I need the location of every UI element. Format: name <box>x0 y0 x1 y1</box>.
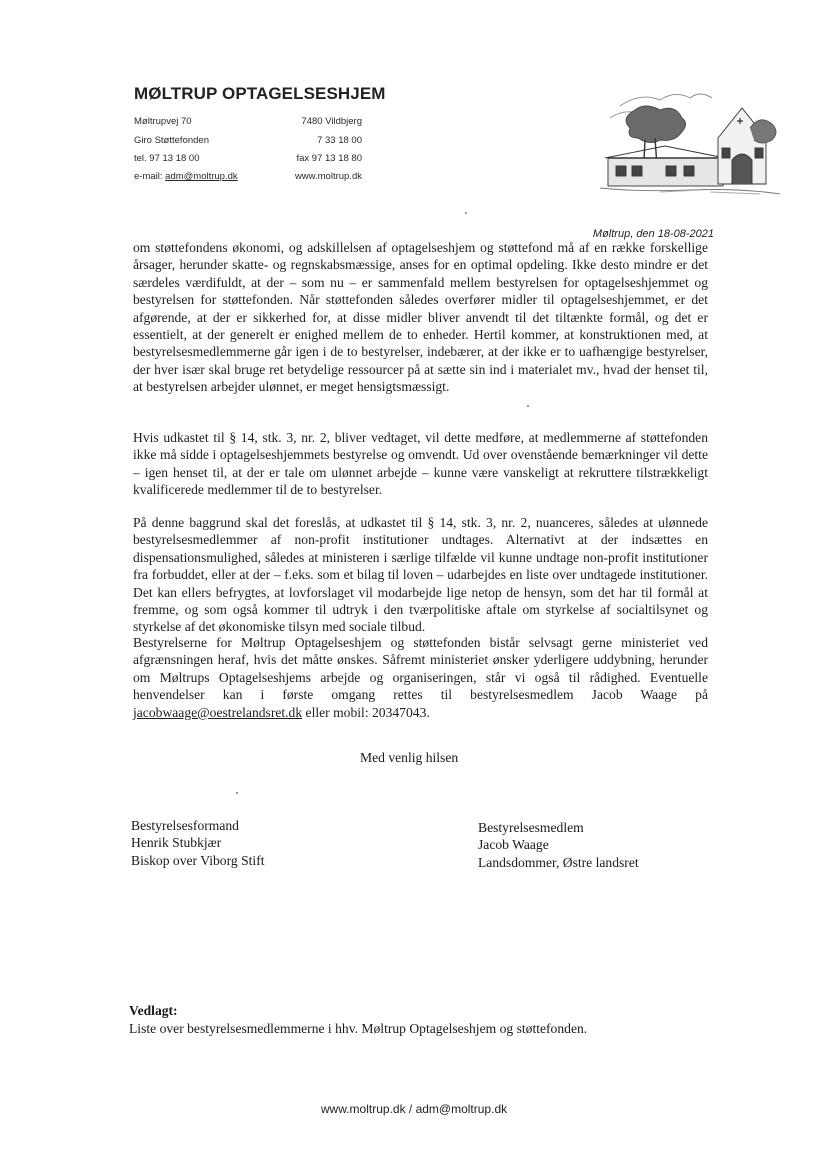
scan-speck <box>236 792 238 794</box>
paragraph-4-tail: eller mobil: 20347043. <box>302 704 430 720</box>
scan-speck <box>465 212 467 214</box>
attachment-heading: Vedlagt: <box>129 1003 178 1018</box>
closing-greeting: Med venlig hilsen <box>360 750 459 765</box>
fax-number: fax 97 13 18 80 <box>296 153 362 164</box>
email-label: e-mail: <box>134 171 166 182</box>
postal-code-city: 7480 Vildbjerg <box>301 116 362 127</box>
signature-left-title: Bestyrelsesformand <box>131 818 239 833</box>
website-link[interactable]: www.moltrup.dk <box>294 171 362 182</box>
signature-left-name: Henrik Stubkjær <box>131 835 222 851</box>
scan-speck <box>527 405 529 407</box>
giro-label: Giro Støttefonden <box>134 135 209 146</box>
phone-number: tel. 97 13 18 00 <box>134 153 200 164</box>
attachment-text: Liste over bestyrelsesmedlemmerne i hhv. Møltrup Optagelseshjem og støttefonden. <box>129 1021 588 1036</box>
address: Møltrupvej 70 <box>134 116 192 127</box>
paragraph-3: På denne baggrund skal det foreslås, at udkastet til § 14, stk. 3, nr. 2, nuanceres, således at ulønnede bestyrelsesmedlemmer af non-profit institutioner undtages. Alternativt at der indsættes en dispensationsmulighed, således at ministeren i særlige tilfælde vil kunne undtage non-profit institutioner fra forbuddet, eller at der – f.eks. som et bilag til loven – udarbejdes en liste over undtagede institutioner. Det kan ellers befrygtes, at lovforslaget vil modarbejde lige netop de hensyn, som det har til formål at fremme, og som også kommer til udtryk i den tværpolitiske aftale om styrkelse af socialtilsynet og styrkelse af det økonomiske tilsyn med sociale tilbud. <box>133 515 708 635</box>
giro-number: 7 33 18 00 <box>317 135 362 146</box>
contact-email-link[interactable]: jacobwaage@oestrelandsret.dk <box>133 704 303 720</box>
email-link[interactable]: adm@moltrup.dk <box>165 171 238 182</box>
email-line <box>134 171 238 182</box>
signature-right <box>478 819 639 871</box>
signature-right-name: Jacob Waage <box>478 837 549 853</box>
organization-name: MØLTRUP OPTAGELSESHJEM <box>134 84 386 103</box>
farmhouse-sketch <box>600 88 780 198</box>
paragraph-2: Hvis udkastet til § 14, stk. 3, nr. 2, bliver vedtaget, vil dette medføre, at medlemmerne af støttefonden ikke må sidde i optagelseshjemmets bestyrelse og omvendt. Ud over ovenstående bemærkninger vil dette – igen henset til, at der er tale om ulønnet arbejde – kunne være vanskeligt at rekruttere tilstrækkeligt kvalificerede medlemmer til de to bestyrelser. <box>133 430 708 498</box>
letter-date: Møltrup, den 18-08-2021 <box>592 228 714 240</box>
paragraph-4-text: Bestyrelserne for Møltrup Optagelseshjem og støttefonden bistår selvsagt gerne ministeriet ved afgrænsningen heraf, hvis det måtte ønskes. Såfremt ministeriet ønsker yderligere uddybning, herunder om Møltrups Optagelseshjems arbejde og organiseringen, står vi også til rådighed. Eventuelle henvendelser kan i første omgang rettes til bestyrelsesmedlem Jacob Waage på <box>133 635 708 703</box>
signature-right-position: Landsdommer, Østre landsret <box>478 854 639 870</box>
signature-left <box>131 817 265 869</box>
signature-left-position: Biskop over Viborg Stift <box>131 852 265 868</box>
page-footer: www.moltrup.dk / adm@moltrup.dk <box>320 1102 508 1116</box>
paragraph-1: om støttefondens økonomi, og adskillelsen af optagelseshjem og støttefond må af en række forskellige årsager, herunder skatte- og regnskabsmæssige, anses for en optimal opdeling. Ikke desto mindre er det særdeles værdifuldt, at der – som nu – er sammenfald mellem bestyrelsen for optagelseshjemmet og bestyrelsen for støttefonden. Når støttefonden således overfører midler til optagelseshjemmet, er det afgørende, at der er sikkerhed for, at disse midler bliver anvendt til det tiltænkte formål, og det er essentielt, at der generelt er enighed mellem de to enheder. Hertil kommer, at konstruktionen med, at bestyrelsesmedlemmerne går igen i de to bestyrelser, indebærer, at der ikke er to uafhængige bestyrelser, der hver især skal bruge ret betydelige ressourcer på at sætte sin ind i materialet mv., hvad der henset til, at bestyrelsen arbejder ulønnet, er meget hensigtsmæssigt. <box>133 240 708 395</box>
signature-right-title: Bestyrelsesmedlem <box>478 820 584 835</box>
paragraph-4 <box>133 634 708 721</box>
